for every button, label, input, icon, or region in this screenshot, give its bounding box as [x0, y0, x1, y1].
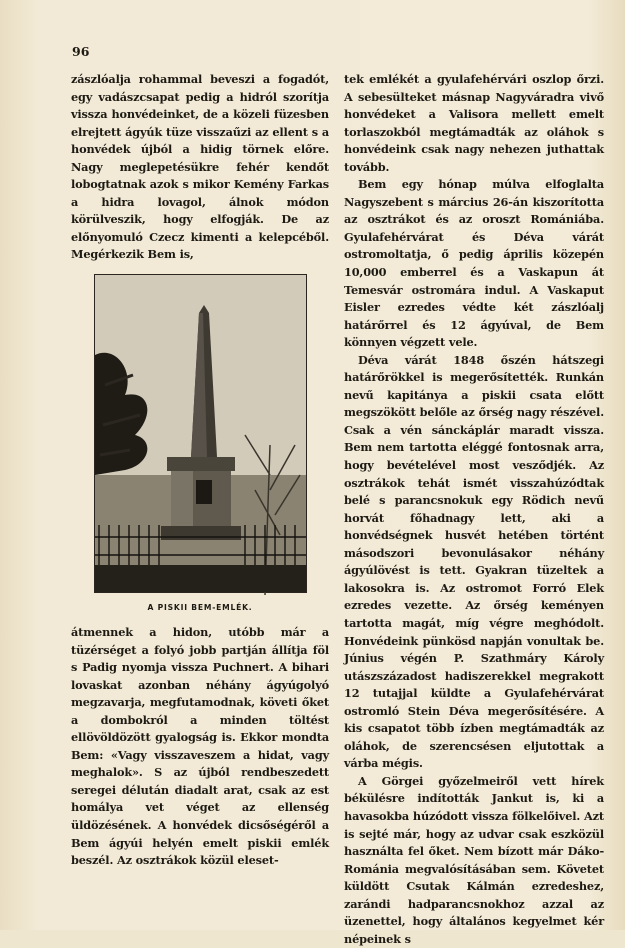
figure-caption: A PISKII BEM-EMLÉK. — [147, 603, 253, 613]
bem-monument-photo — [94, 274, 307, 593]
left-top-paragraph: zászlóalja rohammal beveszi a fogadót, egy vadászcsapat pedig a hidról szorítja vissza honvédeinket, de a közeli füzesben elrejtett ágyúk tüze visszaűzi az ellent s a honvédek újból a hidig törnek előre. Nagy meglepetésükre fehér kendőt lobogtatnak azok s mikor Kemény Farkas a hidra lovagol, álnok módon körülveszik, hogy elfogják. De az előnyomuló Czecz kimenti a kelepcéből. Megérkezik Bem is, — [71, 72, 329, 262]
right-paragraph-3: Déva várát 1848 őszén hátszegi határőrökkel is megerősítették. Runkán nevű kapitánya a piskii csata előtt megszökött belőle az őrség nagy részével. Csak a vén sánckáplár maradt vissza. Bem nem tartotta eléggé fontosnak arra, hogy bevételével most vesződjék. Az osztrákok tehát ismét visszahúzódtak belé s parancsnokuk egy Rödich nevű horvát főhadnagy lett, aki a honvédségnek husvét hetében történt másodszori bevonulásakor néhány ágyúlövést is tett. Gyakran tüzeltek a lakosokra is. Az ostromot Forró Elek ezredes vezette. Az őrség keményen tartotta magát, míg végre meghódolt. Honvédeink pünkösd napján vonultak be. Június végén P. Szathmáry Károly utászszázadost hadiszerekkel megrakott 12 tutajjal küldte a Gyulafehérvárat ostromló Stein Déva megerősítésére. A kis csapatot több ízben megtámadták az oláhok, de szerencsésen eljutottak a várba mégis. — [344, 352, 604, 771]
left-bottom-paragraph: átmennek a hidon, utóbb már a tüzérséget a folyó jobb partján állítja föl s Padig nyomja vissza Puchnert. A bihari lovaskat azonban néhány ágyúgolyó megzavarja, megfutamodnak, követi őket a dombokról a minden töltést ellövöldözött gyalogság is. Ekkor mondta Bem: «Vagy visszaveszem a hidat, vagy meghalok». S az újból rendbeszedett seregei délután diadalt arat, csak az est homálya vet véget az ellenség üldözésének. A honvédek dicsőségéről a Bem ágyúi helyén emelt piskii emlék beszél. Az osztrákok közül eleset- — [71, 625, 329, 868]
left-column — [71, 71, 329, 870]
right-column — [344, 71, 604, 948]
right-paragraph-1: tek emlékét a gyulafehérvári oszlop őrzi. A sebesülteket másnap Nagyváradra vivő honvédeket a Valisora mellett emelt torlaszokból megtámadták az oláhok s honvédeink csak nagy nehezen juthattak tovább. — [344, 72, 604, 174]
monument-illustration — [95, 275, 306, 592]
right-paragraph-4: A Görgei győzelmeiről vett hírek békülésre indították Jankut is, ki a havasokba húzódott vissza fölkelőivel. Azt is sejté már, hogy az udvar csak eszközül használta fel őket. Nem bízott már Dáko-Románia megvalósításában sem. Követet küldött Csutak Kálmán ezredeshez, zarándi hadparancsnokhoz azzal az üzenettel, hogy általános kegyelmet kér népeinek s — [344, 773, 604, 946]
page-number: 96 — [72, 44, 90, 59]
figure — [71, 274, 329, 612]
right-paragraph-2: Bem egy hónap múlva elfoglalta Nagyszebent s március 26-án kiszorította az osztrákot és az oroszt Romániába. Gyulafehérvárat és Déva várát ostromoltatja, ő pedig április közepén 10,000 emberrel és a Vaskapun át Temesvár ostromára indul. A Vaskaput Eisler ezredes védte két zászlóalj határőrrel és 12 ágyúval, de Bem könnyen végzett vele. — [344, 177, 604, 350]
